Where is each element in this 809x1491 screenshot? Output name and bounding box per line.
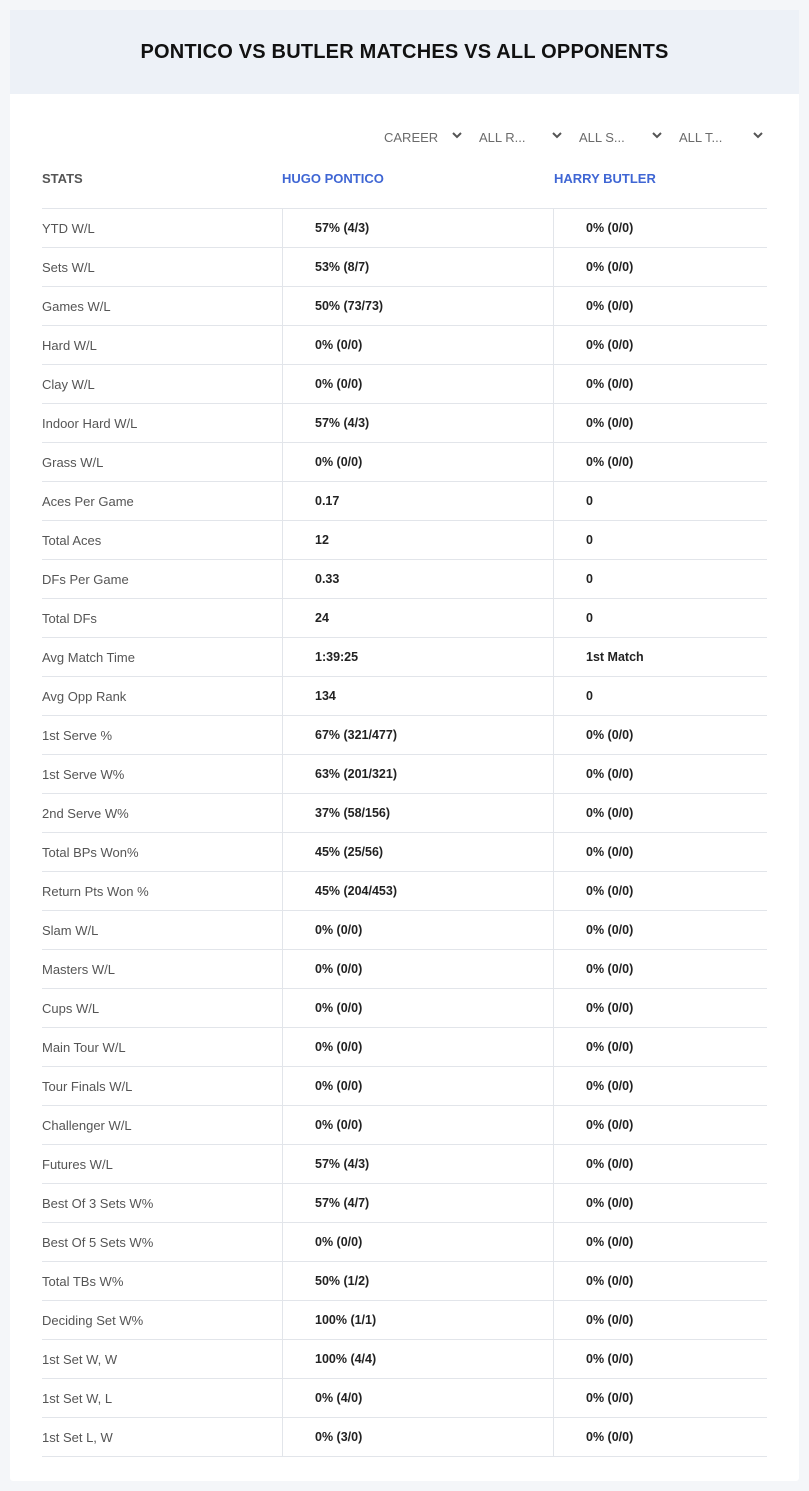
- stat-label: Total Aces: [42, 532, 102, 548]
- player2-value: 0: [586, 689, 593, 703]
- table-row: [42, 364, 767, 403]
- player1-value: 12: [315, 533, 329, 547]
- table-row: [42, 793, 767, 832]
- player2-cell: [553, 521, 767, 559]
- player1-cell: [282, 1106, 554, 1144]
- player2-cell: [553, 638, 767, 676]
- stat-label: Tour Finals W/L: [42, 1078, 133, 1094]
- player1-link[interactable]: HUGO PONTICO: [282, 171, 384, 186]
- stat-label: 2nd Serve W%: [42, 805, 129, 821]
- player2-value: 0% (0/0): [586, 221, 634, 235]
- player2-cell: [553, 482, 767, 520]
- stat-label: 1st Serve %: [42, 727, 113, 743]
- player1-cell: [282, 1028, 554, 1066]
- player2-value: 0% (0/0): [586, 1352, 634, 1366]
- player1-cell: [282, 1379, 554, 1417]
- player1-value: 57% (4/7): [315, 1196, 370, 1210]
- player1-cell: [282, 287, 554, 325]
- stat-label: Deciding Set W%: [42, 1312, 144, 1328]
- table-row: [42, 559, 767, 598]
- stat-label: Indoor Hard W/L: [42, 415, 138, 431]
- player2-cell: [553, 1067, 767, 1105]
- stat-label: Grass W/L: [42, 454, 104, 470]
- stat-label: 1st Serve W%: [42, 766, 125, 782]
- table-row: [42, 1378, 767, 1417]
- player1-value: 0% (0/0): [315, 1001, 363, 1015]
- player2-value: 0% (0/0): [586, 1391, 634, 1405]
- player1-value: 0% (0/0): [315, 1040, 363, 1054]
- player2-cell: [553, 716, 767, 754]
- table-row: [42, 988, 767, 1027]
- chevron-down-icon: [650, 128, 664, 142]
- player1-cell: [282, 1184, 554, 1222]
- player1-cell: [282, 1301, 554, 1339]
- player1-cell: [282, 1340, 554, 1378]
- stat-label: Sets W/L: [42, 259, 95, 275]
- player1-cell: [282, 872, 554, 910]
- player1-value: 100% (1/1): [315, 1313, 377, 1327]
- player1-cell: [282, 1223, 554, 1261]
- player2-value: 0% (0/0): [586, 1118, 634, 1132]
- player2-cell: [553, 1379, 767, 1417]
- player1-value: 0% (0/0): [315, 455, 363, 469]
- table-row: [42, 1144, 767, 1183]
- player1-value: 63% (201/321): [315, 767, 398, 781]
- player1-value: 57% (4/3): [315, 221, 370, 235]
- player2-cell: [553, 287, 767, 325]
- stat-label: Futures W/L: [42, 1156, 113, 1172]
- table-row: [42, 949, 767, 988]
- player1-cell: [282, 716, 554, 754]
- chevron-down-icon: [550, 128, 564, 142]
- player2-cell: [553, 209, 767, 247]
- player1-value: 0% (0/0): [315, 1079, 363, 1093]
- table-row: [42, 1300, 767, 1339]
- player1-cell: [282, 248, 554, 286]
- player1-value: 0.33: [315, 572, 340, 586]
- table-row: [42, 1066, 767, 1105]
- stat-label: Masters W/L: [42, 961, 115, 977]
- table-row: [42, 637, 767, 676]
- player2-value: 0% (0/0): [586, 923, 634, 937]
- player2-value: 1st Match: [586, 650, 644, 664]
- player1-cell: [282, 638, 554, 676]
- filter-period-select[interactable]: [384, 127, 464, 147]
- player1-value: 57% (4/3): [315, 1157, 370, 1171]
- player2-cell: [553, 365, 767, 403]
- player1-cell: [282, 755, 554, 793]
- player1-cell: [282, 1145, 554, 1183]
- player1-value: 134: [315, 689, 336, 703]
- player2-value: 0% (0/0): [586, 806, 634, 820]
- player2-value: 0% (0/0): [586, 1430, 634, 1444]
- player1-value: 50% (73/73): [315, 299, 384, 313]
- player2-cell: [553, 794, 767, 832]
- player2-value: 0% (0/0): [586, 767, 634, 781]
- player1-cell: [282, 365, 554, 403]
- player2-value: 0% (0/0): [586, 884, 634, 898]
- player1-value: 0% (4/0): [315, 1391, 363, 1405]
- player1-cell: [282, 833, 554, 871]
- player1-value: 67% (321/477): [315, 728, 398, 742]
- player2-value: 0% (0/0): [586, 1040, 634, 1054]
- player1-value: 0% (0/0): [315, 1118, 363, 1132]
- column-header-stats: STATS: [42, 171, 83, 186]
- player1-value: 50% (1/2): [315, 1274, 370, 1288]
- player2-value: 0: [586, 572, 593, 586]
- player1-cell: [282, 1262, 554, 1300]
- player1-cell: [282, 560, 554, 598]
- table-row: [42, 676, 767, 715]
- player2-value: 0% (0/0): [586, 299, 634, 313]
- player2-value: 0: [586, 533, 593, 547]
- player2-value: 0% (0/0): [586, 260, 634, 274]
- player2-cell: [553, 1301, 767, 1339]
- player1-value: 57% (4/3): [315, 416, 370, 430]
- stat-label: YTD W/L: [42, 220, 95, 236]
- chevron-down-icon: [751, 128, 765, 142]
- table-row: [42, 442, 767, 481]
- player2-cell: [553, 326, 767, 364]
- player2-value: 0% (0/0): [586, 455, 634, 469]
- player1-value: 45% (204/453): [315, 884, 398, 898]
- player1-cell: [282, 599, 554, 637]
- table-row: [42, 754, 767, 793]
- player2-cell: [553, 950, 767, 988]
- player2-cell: [553, 1145, 767, 1183]
- player1-cell: [282, 989, 554, 1027]
- player1-cell: [282, 677, 554, 715]
- player2-cell: [553, 599, 767, 637]
- table-row: [42, 520, 767, 559]
- player2-value: 0% (0/0): [586, 1274, 634, 1288]
- player2-cell: [553, 248, 767, 286]
- stat-label: Hard W/L: [42, 337, 97, 353]
- stat-label: Avg Opp Rank: [42, 688, 127, 704]
- stat-label: Slam W/L: [42, 922, 99, 938]
- player2-cell: [553, 833, 767, 871]
- stat-label: Challenger W/L: [42, 1117, 132, 1133]
- player1-cell: [282, 911, 554, 949]
- player2-cell: [553, 1184, 767, 1222]
- player1-cell: [282, 1067, 554, 1105]
- stat-label: Avg Match Time: [42, 649, 135, 665]
- stat-label: Aces Per Game: [42, 493, 134, 509]
- player2-value: 0: [586, 494, 593, 508]
- player2-cell: [553, 1028, 767, 1066]
- player2-value: 0% (0/0): [586, 1235, 634, 1249]
- table-row: [42, 1027, 767, 1066]
- player2-value: 0% (0/0): [586, 416, 634, 430]
- player1-cell: [282, 521, 554, 559]
- player2-value: 0% (0/0): [586, 1079, 634, 1093]
- table-row: [42, 325, 767, 364]
- chevron-down-icon: [450, 128, 464, 142]
- stat-label: DFs Per Game: [42, 571, 129, 587]
- stat-label: Best Of 3 Sets W%: [42, 1195, 154, 1211]
- player2-cell: [553, 1262, 767, 1300]
- table-row: [42, 871, 767, 910]
- player2-value: 0% (0/0): [586, 1001, 634, 1015]
- player2-value: 0% (0/0): [586, 338, 634, 352]
- player2-cell: [553, 911, 767, 949]
- table-row: [42, 1105, 767, 1144]
- player1-value: 0% (0/0): [315, 377, 363, 391]
- player2-cell: [553, 404, 767, 442]
- player2-cell: [553, 1223, 767, 1261]
- table-row: [42, 910, 767, 949]
- player1-cell: [282, 482, 554, 520]
- player1-value: 0.17: [315, 494, 340, 508]
- player1-value: 53% (8/7): [315, 260, 370, 274]
- player2-cell: [553, 1418, 767, 1456]
- player1-value: 24: [315, 611, 329, 625]
- stats-card: [10, 10, 799, 1481]
- player2-cell: [553, 1106, 767, 1144]
- player1-value: 37% (58/156): [315, 806, 391, 820]
- player1-value: 0% (0/0): [315, 962, 363, 976]
- stat-label: Return Pts Won %: [42, 883, 149, 899]
- table-row: [42, 715, 767, 754]
- stat-label: Total DFs: [42, 610, 97, 626]
- table-row: [42, 598, 767, 637]
- table-row: [42, 481, 767, 520]
- player2-cell: [553, 443, 767, 481]
- player1-value: 1:39:25: [315, 650, 359, 664]
- table-row: [42, 832, 767, 871]
- player2-link[interactable]: HARRY BUTLER: [554, 171, 656, 186]
- table-row: [42, 1183, 767, 1222]
- filter-round-select[interactable]: [479, 127, 564, 147]
- stat-label: Total TBs W%: [42, 1273, 124, 1289]
- player1-value: 100% (4/4): [315, 1352, 377, 1366]
- player2-cell: [553, 989, 767, 1027]
- stat-label: Clay W/L: [42, 376, 95, 392]
- player1-cell: [282, 1418, 554, 1456]
- player1-cell: [282, 326, 554, 364]
- filter-label: CAREER: [384, 129, 439, 145]
- player2-cell: [553, 872, 767, 910]
- stat-label: Main Tour W/L: [42, 1039, 126, 1055]
- player2-cell: [553, 560, 767, 598]
- table-row: [42, 286, 767, 325]
- player2-value: 0% (0/0): [586, 962, 634, 976]
- player2-value: 0% (0/0): [586, 1313, 634, 1327]
- table-row: [42, 1339, 767, 1378]
- player1-value: 45% (25/56): [315, 845, 384, 859]
- page-title: PONTICO VS BUTLER MATCHES VS ALL OPPONENTS: [140, 40, 669, 63]
- stat-label: 1st Set L, W: [42, 1429, 113, 1445]
- player1-cell: [282, 794, 554, 832]
- player2-value: 0% (0/0): [586, 377, 634, 391]
- filter-bar: [10, 127, 799, 147]
- table-row: [42, 1261, 767, 1300]
- table-row: [42, 1417, 767, 1457]
- player2-cell: [553, 755, 767, 793]
- stat-label: 1st Set W, W: [42, 1351, 118, 1367]
- filter-label: ALL S...: [579, 129, 625, 145]
- stats-table: [42, 208, 767, 1457]
- stat-label: Cups W/L: [42, 1000, 100, 1016]
- table-row: [42, 403, 767, 442]
- player1-value: 0% (0/0): [315, 923, 363, 937]
- stat-label: 1st Set W, L: [42, 1390, 113, 1406]
- player2-value: 0% (0/0): [586, 1196, 634, 1210]
- player2-cell: [553, 677, 767, 715]
- player1-cell: [282, 404, 554, 442]
- stat-label: Best Of 5 Sets W%: [42, 1234, 154, 1250]
- player1-cell: [282, 209, 554, 247]
- player1-value: 0% (0/0): [315, 338, 363, 352]
- player2-cell: [553, 1340, 767, 1378]
- player2-value: 0% (0/0): [586, 845, 634, 859]
- filter-label: ALL T...: [679, 129, 723, 145]
- table-row: [42, 247, 767, 286]
- table-row: [42, 1222, 767, 1261]
- player2-value: 0% (0/0): [586, 1157, 634, 1171]
- player1-value: 0% (3/0): [315, 1430, 363, 1444]
- filter-surface-select[interactable]: [579, 127, 664, 147]
- filter-tournament-select[interactable]: [679, 127, 765, 147]
- player1-cell: [282, 443, 554, 481]
- player1-cell: [282, 950, 554, 988]
- player2-value: 0% (0/0): [586, 728, 634, 742]
- filter-label: ALL R...: [479, 129, 526, 145]
- player2-value: 0: [586, 611, 593, 625]
- card-header: [10, 10, 799, 94]
- stat-label: Games W/L: [42, 298, 111, 314]
- stat-label: Total BPs Won%: [42, 844, 139, 860]
- player1-value: 0% (0/0): [315, 1235, 363, 1249]
- table-row: [42, 208, 767, 247]
